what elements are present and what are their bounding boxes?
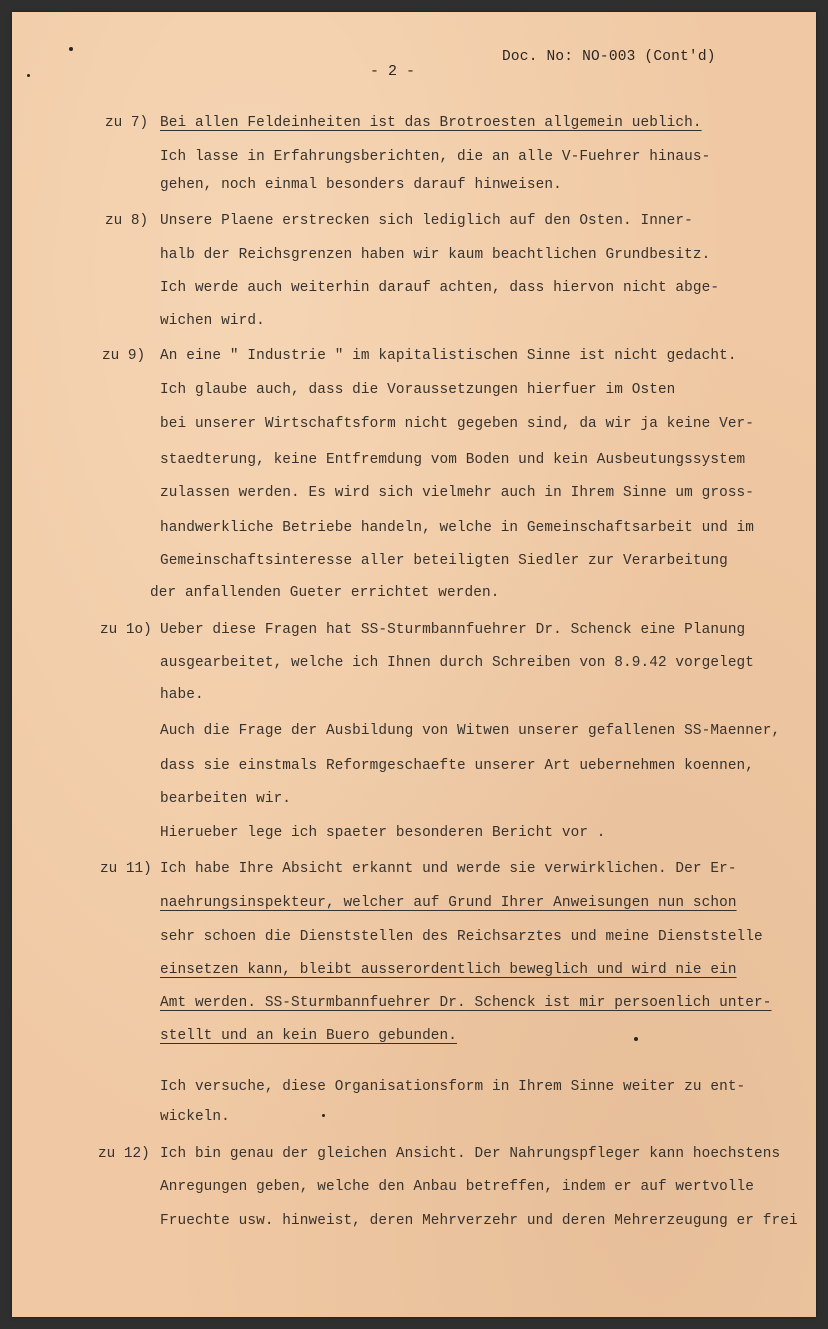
section-10-line: dass sie einstmals Reformgeschaefte unserer Art uebernehmen koennen, [160,758,755,774]
section-7-line: Bei allen Feldeinheiten ist das Brotroesten allgemein ueblich. [160,115,702,131]
section-label-11: zu 11) [100,861,152,877]
section-10-line: Ueber diese Fragen hat SS-Sturmbannfuehrer Dr. Schenck eine Planung [160,622,746,638]
section-12-line: Anregungen geben, welche den Anbau betreffen, indem er auf wertvolle [160,1179,755,1195]
section-10-line: habe. [160,687,204,703]
page-number: - 2 - [370,63,416,80]
section-10-line: Hierueber lege ich spaeter besonderen Bericht vor . [160,825,606,841]
section-11-line: naehrungsinspekteur, welcher auf Grund Ihrer Anweisungen nun schon [160,895,737,911]
section-11-line: Ich versuche, diese Organisationsform in Ihrem Sinne weiter zu ent- [160,1079,746,1095]
section-9-line: zulassen werden. Es wird sich vielmehr auch in Ihrem Sinne um gross- [160,485,755,501]
section-11-line: stellt und an kein Buero gebunden. [160,1028,458,1044]
section-7-line: Ich lasse in Erfahrungsberichten, die an alle V-Fuehrer hinaus- [160,149,711,165]
section-label-10: zu 1o) [100,622,152,638]
section-12-line: Fruechte usw. hinweist, deren Mehrverzehr und deren Mehrerzeugung er frei [160,1213,798,1229]
section-label-8: zu 8) [105,213,149,229]
section-9-line: Gemeinschaftsinteresse aller beteiligten Siedler zur Verarbeitung [160,553,728,569]
section-10-line: Auch die Frage der Ausbildung von Witwen unserer gefallenen SS-Maenner, [160,723,781,739]
section-11-line: sehr schoen die Dienststellen des Reichsarztes und meine Dienststelle [160,929,763,945]
section-9-line: bei unserer Wirtschaftsform nicht gegeben sind, da wir ja keine Ver- [160,416,755,432]
section-10-line: bearbeiten wir. [160,791,292,807]
section-9-line: staedterung, keine Entfremdung vom Boden und kein Ausbeutungssystem [160,452,746,468]
section-8-line: halb der Reichsgrenzen haben wir kaum beachtlichen Grundbesitz. [160,247,711,263]
section-9-line: handwerkliche Betriebe handeln, welche in Gemeinschaftsarbeit und im [160,520,755,536]
ink-speck [634,1037,638,1041]
section-label-7: zu 7) [105,115,149,131]
section-11-line: Ich habe Ihre Absicht erkannt und werde sie verwirklichen. Der Er- [160,861,737,877]
section-8-line: Unsere Plaene erstrecken sich lediglich auf den Osten. Inner- [160,213,693,229]
section-label-9: zu 9) [102,348,146,364]
document-number: Doc. No: NO-003 (Cont'd) [502,49,716,65]
ink-speck [322,1114,325,1117]
ink-speck [69,47,73,51]
ink-speck [27,74,30,77]
section-8-line: wichen wird. [160,313,265,329]
section-12-line: Ich bin genau der gleichen Ansicht. Der Nahrungspfleger kann hoechstens [160,1146,781,1162]
section-7-line: gehen, noch einmal besonders darauf hinweisen. [160,177,562,193]
section-10-line: ausgearbeitet, welche ich Ihnen durch Schreiben von 8.9.42 vorgelegt [160,655,755,671]
section-label-12: zu 12) [98,1146,150,1162]
section-9-line: Ich glaube auch, dass die Voraussetzungen hierfuer im Osten [160,382,676,398]
section-9-line: An eine " Industrie " im kapitalistischen Sinne ist nicht gedacht. [160,348,737,364]
section-11-line: wickeln. [160,1109,230,1125]
section-9-line: der anfallenden Gueter errichtet werden. [150,585,500,601]
section-11-line: Amt werden. SS-Sturmbannfuehrer Dr. Schenck ist mir persoenlich unter- [160,995,772,1011]
section-8-line: Ich werde auch weiterhin darauf achten, dass hiervon nicht abge- [160,280,720,296]
document-page [12,12,816,1317]
section-11-line: einsetzen kann, bleibt ausserordentlich beweglich und wird nie ein [160,962,737,978]
